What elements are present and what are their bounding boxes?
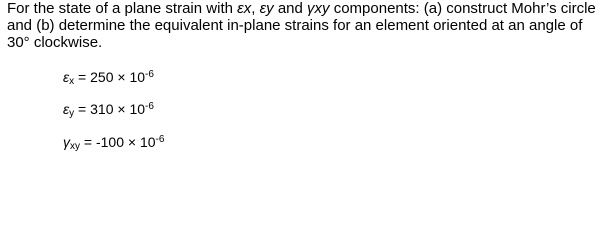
eq-subscript: xy [70, 141, 80, 152]
eq-base: 10 [129, 69, 146, 85]
eq-symbol: γ [63, 134, 70, 150]
eq-subscript: x [69, 76, 75, 87]
equation-eps-y [63, 101, 154, 117]
eq-value: -100 [95, 134, 124, 150]
eq-equals: = [74, 101, 91, 117]
eq-times: × [113, 101, 130, 117]
separator-comma: , [251, 0, 260, 17]
eq-exponent: -6 [155, 134, 165, 145]
eq-symbol: ε [63, 101, 70, 117]
symbol-eps-x: εx [237, 0, 252, 17]
problem-intro: For the state of a plane strain with [7, 0, 238, 17]
eq-symbol: ε [63, 69, 70, 85]
eq-value: 250 [90, 69, 114, 85]
eq-times: × [124, 134, 140, 150]
symbol-eps-y: εy [259, 0, 274, 17]
equation-gamma-xy [63, 134, 164, 150]
symbol-gamma-xy: γxy [307, 0, 330, 17]
equation-eps-x [63, 69, 154, 85]
eq-equals: = [74, 69, 91, 85]
eq-equals: = [80, 134, 96, 150]
eq-exponent: -6 [145, 69, 154, 80]
eq-value: 310 [90, 101, 114, 117]
problem-statement [7, 0, 607, 51]
eq-exponent: -6 [145, 101, 154, 112]
eq-times: × [113, 69, 130, 85]
problem-rest: components: (a) construct Mohr’s circle and (b) determine the equivalent in-plane strains for an element oriented at an angle of 30° clockwise. [7, 0, 596, 51]
separator-and: and [273, 0, 308, 17]
eq-base: 10 [129, 101, 146, 117]
eq-base: 10 [139, 134, 156, 150]
eq-subscript: y [69, 108, 75, 119]
